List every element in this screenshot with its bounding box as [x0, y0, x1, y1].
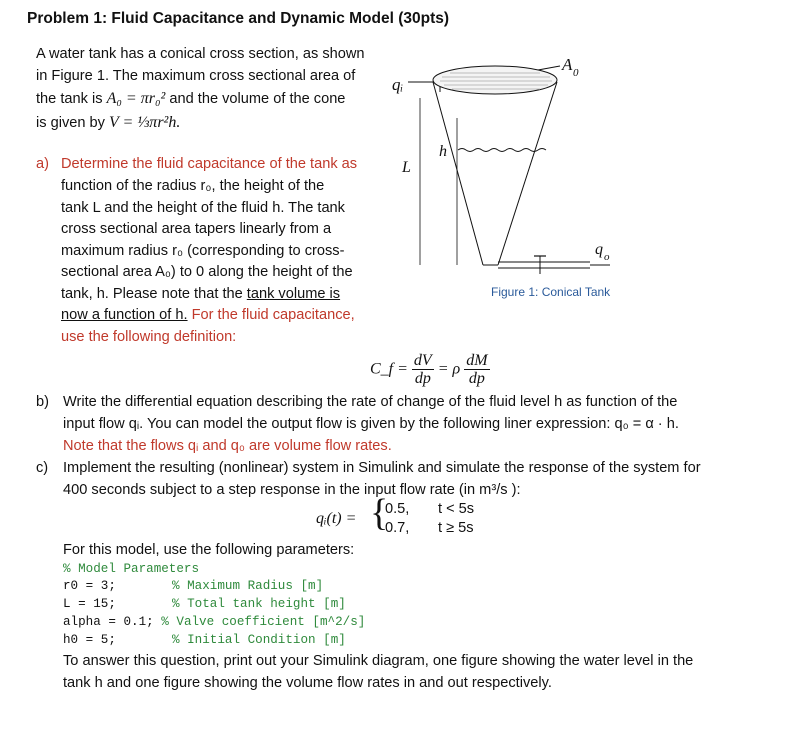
capacitance-equation: C_f = $\frac{dV}{dp}$ = ρ $\frac{dM}{dp}$ — [370, 352, 488, 387]
label-qo-sub: o — [604, 251, 610, 263]
part-b-label: b) — [36, 394, 49, 410]
intro-line-2: in Figure 1. The maximum cross sectional area of — [36, 68, 356, 84]
part-b-line-3: Note that the flows qᵢ and q₀ are volume flow rates. — [63, 438, 392, 454]
piecewise-value-2: 0.7, — [385, 520, 410, 536]
intro-line-1: A water tank has a conical cross section, as shown — [36, 46, 365, 62]
code-L: L = 15; — [63, 597, 116, 611]
part-b-line-1: Write the differential equation describing the rate of change of the fluid level h as function of the — [63, 394, 678, 410]
label-A0-sub: 0 — [573, 67, 579, 79]
part-a-label: a) — [36, 156, 49, 172]
piecewise-brace: { — [370, 492, 389, 534]
code-r0: r0 = 3; — [63, 579, 116, 593]
part-c-line-2: 400 seconds subject to a step response in the input flow rate (in m³/s ): — [63, 482, 521, 498]
part-c-line-1: Implement the resulting (nonlinear) system in Simulink and simulate the response of the system for — [63, 460, 701, 476]
closing-line-1: To answer this question, print out your Simulink diagram, one figure showing the water level in the — [63, 653, 694, 669]
piecewise-lhs: qᵢ(t) = — [316, 510, 357, 527]
piecewise-cond-1: t < 5s — [438, 501, 475, 517]
code-L-comment: % Total tank height [m] — [172, 597, 346, 611]
code-alpha: alpha = 0.1; % Valve coefficient [m^2/s] — [63, 615, 366, 629]
part-a-line-8: now a function of h. For the fluid capacitance, — [61, 307, 355, 323]
part-a-line-2: function of the radius r₀, the height of the — [61, 178, 325, 194]
code-h0: h0 = 5; — [63, 633, 116, 647]
intro-line-3: the tank is A₀ = πr₀² and the volume of the cone — [36, 90, 346, 107]
label-A0: A — [562, 55, 573, 74]
part-c-label: c) — [36, 460, 49, 476]
part-a-line-1: Determine the fluid capacitance of the tank as — [61, 156, 358, 172]
figure-caption: Figure 1: Conical Tank — [491, 285, 611, 299]
cone-left-side — [433, 82, 483, 265]
part-a-line-4: cross sectional area tapers linearly from a — [61, 221, 332, 237]
closing-line-2: tank h and one figure showing the volume flow rates in and out respectively. — [63, 675, 552, 691]
params-intro: For this model, use the following parameters: — [63, 542, 355, 558]
part-a-line-3: tank L and the height of the fluid h. The tank — [61, 200, 345, 216]
label-qo: q — [595, 241, 603, 258]
code-r0-comment: % Maximum Radius [m] — [172, 579, 324, 593]
label-L: L — [402, 159, 411, 176]
part-b-line-2: input flow qᵢ. You can model the output flow is given by the following liner expression: q₀ = α · h. — [63, 416, 679, 432]
cone-right-side — [498, 82, 557, 265]
label-h: h — [439, 143, 447, 160]
volume-formula: V = ⅓πr²h. — [109, 114, 181, 131]
A0-pointer — [538, 66, 560, 70]
area-formula: A₀ = πr₀² — [106, 90, 166, 107]
label-qi: qᵢ — [392, 75, 404, 94]
part-a-line-7: tank, h. Please note that the tank volume is — [61, 286, 341, 302]
code-h0-comment: % Initial Condition [m] — [172, 633, 346, 647]
conical-tank-figure — [390, 40, 620, 280]
part-a-line-9: use the following definition: — [61, 329, 237, 345]
piecewise-cond-2: t ≥ 5s — [438, 520, 474, 536]
part-a-line-5: maximum radius r₀ (corresponding to cross- — [61, 243, 345, 259]
water-level-line — [458, 149, 546, 152]
part-a-line-6: sectional area A₀) to 0 along the height of the — [61, 264, 353, 280]
code-header: % Model Parameters — [63, 562, 200, 576]
page-title: Problem 1: Fluid Capacitance and Dynamic Model (30pts) — [27, 10, 450, 27]
piecewise-value-1: 0.5, — [385, 501, 410, 517]
intro-line-4: is given by V = ⅓πr²h. — [36, 114, 181, 131]
